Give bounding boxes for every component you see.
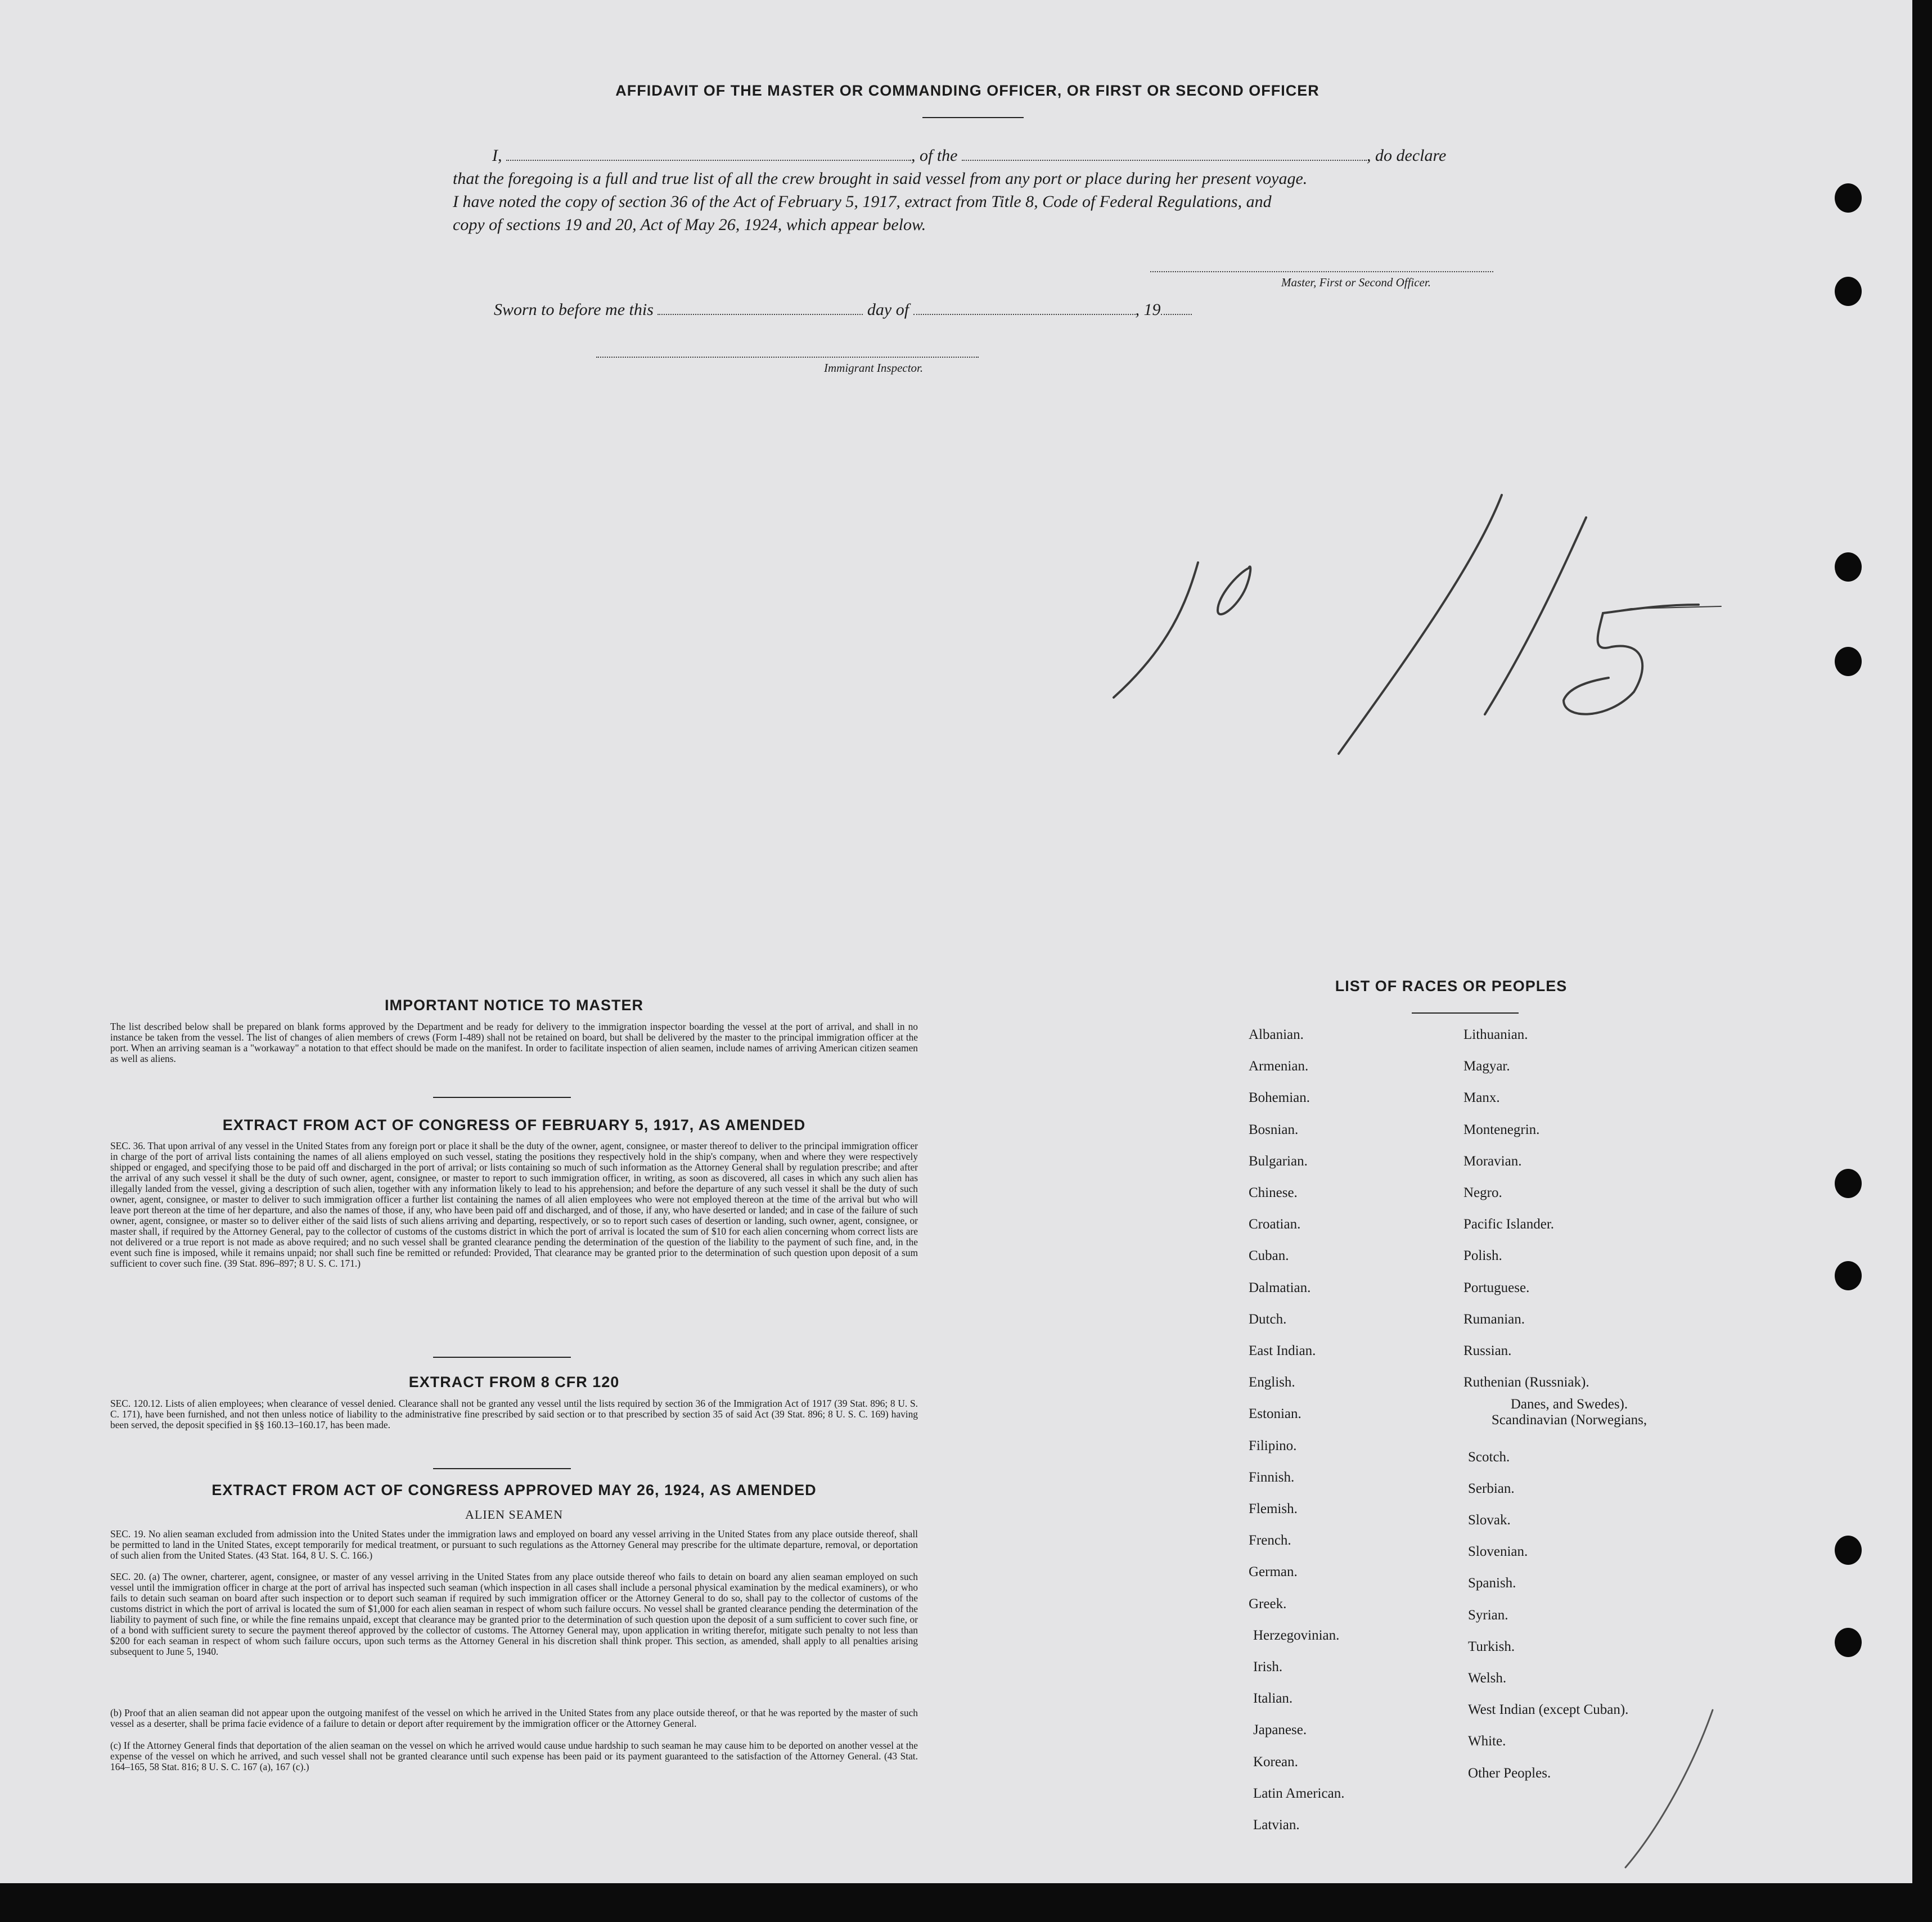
extract-1924-title: EXTRACT FROM ACT OF CONGRESS APPROVED MAY 26, 1924, AS AMENDED [211, 1482, 817, 1498]
extract-1924-subtitle: ALIEN SEAMEN [465, 1507, 563, 1522]
divider [433, 1357, 571, 1358]
notice-text: The list described below shall be prepared on blank forms approved by the Department and be ready for delivery to the immigration inspector boarding the vessel at the port of arrival, and shall in no instance be taken from the vessel. The list of changes of alien members of crews (Form I-489) shall not be retained on board, but shall be delivered by the master to the principal immigration officer at the port. When an arriving seaman is a "workaway" a notation to that effect should be made on the manifest. In order to facilitate inspection of alien seamen, include names of arriving American citizen seamen as well as aliens. [110, 1021, 918, 1064]
race-item: Moravian. [1463, 1153, 1522, 1169]
affidavit-line-1 [453, 144, 1496, 167]
punch-hole [1835, 1169, 1862, 1198]
race-item: Estonian. [1249, 1406, 1301, 1422]
divider [433, 1097, 571, 1098]
divider [433, 1468, 571, 1469]
extract-1917-title: EXTRACT FROM ACT OF CONGRESS OF FEBRUARY 5, 1917, AS AMENDED [222, 1117, 806, 1133]
master-signature-line [1150, 270, 1493, 272]
race-item: Negro. [1463, 1185, 1502, 1200]
race-item: Other Peoples. [1468, 1765, 1551, 1781]
race-item: Manx. [1463, 1090, 1500, 1106]
year-text: , 19 [1135, 300, 1161, 319]
race-item: East Indian. [1249, 1343, 1316, 1358]
race-item: Slovenian. [1468, 1544, 1528, 1560]
race-item: Bohemian. [1249, 1090, 1310, 1106]
affidavit-line-2: that the foregoing is a full and true list of all the crew brought in said vessel from any port or place during her present voyage. [453, 169, 1308, 188]
cfr-text: SEC. 120.12. Lists of alien employees; when clearance of vessel denied. Clearance shall not be granted any vessel until the lists required by section 36 of the Immigration Act of 1917 (39 Stat. 896; 8 U. S. C. 171), have been furnished, and not then unless notice of liability to the administrative fine prescribed by said section or to that prescribed by section 35 of said Act (39 Stat. 896; 8 U. S. C. 169) having been served, the deposit specified in §§ 160.13–160.17, has been made. [110, 1398, 918, 1430]
race-item: Irish. [1253, 1659, 1283, 1675]
race-item: Herzegovinian. [1253, 1627, 1340, 1643]
race-item: Latvian. [1253, 1817, 1300, 1833]
pencil-mark [1620, 1704, 1721, 1873]
race-item: Flemish. [1249, 1501, 1298, 1516]
affidavit-of-the: , of the [911, 146, 958, 165]
race-item: Filipino. [1249, 1438, 1297, 1453]
handwritten-annotation-10-15 [1102, 484, 1732, 765]
race-item: Pacific Islander. [1463, 1217, 1555, 1232]
punch-hole [1835, 1261, 1862, 1290]
race-item: Turkish. [1468, 1639, 1515, 1654]
race-item: Spanish. [1468, 1576, 1516, 1591]
sec-20a-text: SEC. 20. (a) The owner, charterer, agent, consignee, or master of any vessel arriving in the United States from any place outside thereof who fails to detain on board any alien seaman employed on such vessel until the immigration officer in charge at the port of arrival has inspected such seaman (which inspection in all cases shall include a personal physical examination by the medical examiners), or who fails to detain such seaman on board after such inspection or to deport such seaman if required by such immigration officer or the Attorney General to do so, shall pay to the collector of customs of the customs district in which the port of arrival is located the sum of $1,000 for each alien seaman in respect of whom such failure occurs. No vessel shall be granted clearance pending the determination of the liability to payment of such fine, or while the fine remains unpaid, except that clearance may be granted prior to the determination of such question upon the deposit of a sum sufficient to cover such fine, or of a bond with sufficient surety to secure the payment thereof approved by the collector of customs. The Attorney General may, upon application in writing therefor, mitigate such penalty to not less than $200 for each seaman in respect of whom such failure occurs, upon such terms as the Attorney General in his discretion shall think proper. This section, as amended, shall apply to all penalties arising subsequent to June 5, 1940. [110, 1571, 918, 1657]
title-divider [922, 117, 1024, 118]
race-item: Welsh. [1468, 1671, 1507, 1686]
race-item: Rumanian. [1463, 1311, 1525, 1327]
cfr-title: EXTRACT FROM 8 CFR 120 [408, 1374, 620, 1390]
affidavit-declare: , do declare [1367, 146, 1447, 165]
race-item: Ruthenian (Russniak). [1463, 1375, 1589, 1390]
race-item: Serbian. [1468, 1480, 1515, 1496]
race-item: Russian. [1463, 1343, 1512, 1358]
day-of-text: day of [867, 300, 909, 319]
inspector-signature-line [596, 355, 979, 358]
race-item: Bosnian. [1249, 1122, 1299, 1137]
race-item: Syrian. [1468, 1607, 1508, 1623]
race-item: English. [1249, 1375, 1295, 1390]
affidavit-i: I, [492, 146, 502, 165]
punch-hole [1835, 277, 1862, 306]
race-item: Lithuanian. [1463, 1027, 1528, 1042]
race-item: Cuban. [1249, 1248, 1289, 1264]
race-item: Chinese. [1249, 1185, 1298, 1200]
punch-hole [1835, 1536, 1862, 1565]
sec-20b-text: (b) Proof that an alien seaman did not appear upon the outgoing manifest of the vessel on which he arrived in the United States from any place outside thereof, or that he was reported by the master of such vessel as a deserter, shall be prima facie evidence of a failure to detain or deport after requirement by the immigration officer or the Attorney General. [110, 1707, 918, 1729]
day-blank [657, 301, 863, 315]
year-blank [1161, 301, 1192, 315]
affidavit-line-4: copy of sections 19 and 20, Act of May 26, 1924, which appear below. [453, 215, 926, 234]
vessel-blank [962, 147, 1367, 161]
races-title: LIST OF RACES OR PEOPLES [1335, 978, 1568, 994]
race-item: French. [1249, 1533, 1291, 1549]
punch-hole [1835, 1628, 1862, 1657]
race-item: Magyar. [1463, 1059, 1510, 1074]
sworn-line [494, 298, 1281, 321]
race-item: Scotch. [1468, 1449, 1510, 1465]
race-item: White. [1468, 1734, 1506, 1749]
punch-hole [1835, 647, 1862, 676]
race-item: Portuguese. [1463, 1280, 1530, 1295]
race-item: Slovak. [1468, 1513, 1511, 1528]
race-item: Scandinavian (Norwegians, [1491, 1412, 1647, 1428]
race-item: Danes, and Swedes). [1510, 1397, 1628, 1412]
sec-20c-text: (c) If the Attorney General finds that deportation of the alien seaman on the vessel on which he arrived would cause undue hardship to such seaman he may cause him to be deported on another vessel at the expense of the vessel on which he arrived, and such vessel shall not be granted clearance until such expense has been paid or its payment guaranteed to the satisfaction of the Attorney General. (43 Stat. 164–165, 58 Stat. 816; 8 U. S. C. 167 (a), 167 (c).) [110, 1740, 918, 1772]
race-item: Korean. [1253, 1754, 1298, 1770]
affidavit-title: AFFIDAVIT OF THE MASTER OR COMMANDING OFFICER, OR FIRST OR SECOND OFFICER [615, 82, 1319, 99]
affidavit-line-3: I have noted the copy of section 36 of the Act of February 5, 1917, extract from Title 8, Code of Federal Regulations, and [453, 192, 1272, 211]
race-item: Albanian. [1249, 1027, 1304, 1042]
race-item: Japanese. [1253, 1722, 1307, 1738]
extract-1917-text: SEC. 36. That upon arrival of any vessel in the United States from any foreign port or place it shall be the duty of the owner, agent, consignee, or master thereof to deliver to the principal immigration officer in charge of the port of arrival lists containing the names of all aliens employed on such vessel, stating the positions they respectively hold in the ship's company, when and where they were respectively shipped or engaged, and specifying those to be paid off and discharged in the port of arrival; or lists containing so much of such information as the Attorney General shall by regulation prescribe; and after the arrival of any such vessel it shall be the duty of such owner, agent, consignee, or master to report to such immigration officer, in writing, as soon as discovered, all cases in which any such alien has illegally landed from the vessel, giving a description of such alien, together with any information likely to lead to his apprehension; and before the departure of any such vessel it shall be the duty of such owner, agent, consignee, or master to deliver to such immigration officer a further list containing the names of all alien employees who were not employed thereon at the time of the arrival but who will leave port thereon at the time of her departure, and also the names of those, if any, who have been paid off and discharged, and of those, if any, who have deserted or landed; and in case of the failure of such owner, agent, consignee, or master so to deliver either of the said lists of such aliens arriving and departing, respectively, or so to report such cases of desertion or landing, such owner, agent, consignee, or master shall, if required by the Attorney General, pay to the collector of customs of the customs district in which the port of arrival is located the sum of $10 for each alien concerning whom correct lists are not delivered or a true report is not made as above required; and no such vessel shall be granted clearance pending the determination of the question of the liability to the payment of such fine, and, in the event such fine is imposed, while it remains unpaid; nor shall such fine be remitted or refunded: Provided, That clearance may be granted prior to the determination of such question upon deposit of a sum sufficient to cover such fine. (39 Stat. 896–897; 8 U. S. C. 171.) [110, 1140, 918, 1269]
notice-title: IMPORTANT NOTICE TO MASTER [385, 997, 643, 1014]
race-item: West Indian (except Cuban). [1468, 1702, 1629, 1718]
punch-hole [1835, 552, 1862, 582]
race-item: Dutch. [1249, 1311, 1287, 1327]
race-item: Finnish. [1249, 1469, 1295, 1485]
race-item: Dalmatian. [1249, 1280, 1311, 1295]
race-item: Italian. [1253, 1691, 1293, 1707]
name-blank [506, 147, 911, 161]
race-item: Polish. [1463, 1248, 1502, 1264]
master-caption: Master, First or Second Officer. [1281, 276, 1431, 289]
month-blank [913, 301, 1136, 315]
race-item: Montenegrin. [1463, 1122, 1540, 1137]
race-item: Armenian. [1249, 1059, 1309, 1074]
race-item: German. [1249, 1564, 1298, 1580]
sworn-text: Sworn to before me this [494, 300, 654, 319]
race-item: Bulgarian. [1249, 1153, 1308, 1169]
punch-hole [1835, 183, 1862, 213]
race-item: Latin American. [1253, 1785, 1345, 1801]
inspector-caption: Immigrant Inspector. [824, 361, 924, 375]
sec-19-text: SEC. 19. No alien seaman excluded from admission into the United States under the immigration laws and employed on board any vessel arriving in the United States from any place outside thereof, shall be permitted to land in the United States, except temporarily for medical treatment, or pursuant to such regulations as the Attorney General may prescribe for the ultimate departure, removal, or deportation of such alien from the United States. (43 Stat. 164, 8 U. S. C. 166.) [110, 1528, 918, 1561]
race-item: Greek. [1249, 1596, 1287, 1612]
race-item: Croatian. [1249, 1217, 1301, 1232]
races-divider [1412, 1012, 1519, 1014]
